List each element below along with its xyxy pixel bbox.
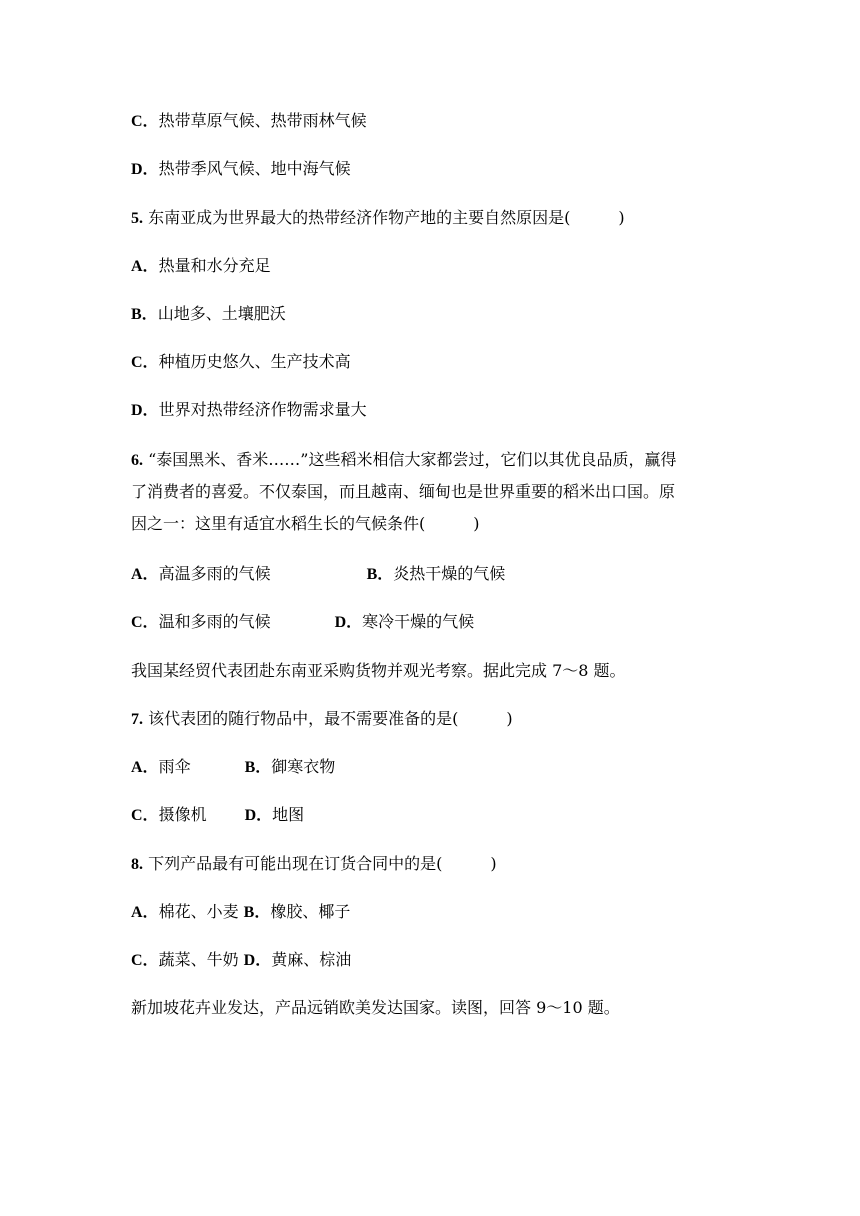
option-text: 种植历史悠久、生产技术高 bbox=[158, 352, 351, 371]
option-text: 御寒衣物 bbox=[271, 757, 336, 776]
option-label: A． bbox=[131, 566, 159, 583]
question-line bbox=[131, 206, 625, 230]
option-label: A． bbox=[131, 759, 159, 776]
option-label: C． bbox=[131, 113, 159, 130]
option-label: D． bbox=[243, 952, 272, 969]
option-text: 摄像机 bbox=[158, 805, 207, 824]
question-number: 6. bbox=[131, 452, 143, 469]
option-line bbox=[131, 900, 350, 924]
question-number: 7. bbox=[131, 711, 143, 728]
option-label: C． bbox=[131, 807, 159, 824]
option-text: 热带草原气候、热带雨林气候 bbox=[158, 111, 367, 130]
question-number: 5. bbox=[131, 210, 143, 227]
option-text: 黄麻、棕油 bbox=[271, 950, 352, 969]
option-text: 地图 bbox=[272, 805, 305, 824]
question-line bbox=[131, 707, 513, 731]
intro-line bbox=[131, 659, 626, 683]
intro-line bbox=[131, 996, 620, 1020]
option-line bbox=[131, 610, 474, 634]
option-line bbox=[131, 109, 367, 133]
option-text: 雨伞 bbox=[158, 757, 191, 776]
option-line bbox=[131, 755, 335, 779]
option-text: 高温多雨的气候 bbox=[158, 564, 271, 583]
question-text: 东南亚成为世界最大的热带经济作物产地的主要自然原因是( ) bbox=[143, 208, 625, 227]
option-text: 热带季风气候、地中海气候 bbox=[158, 159, 351, 178]
option-label: C． bbox=[131, 614, 159, 631]
option-line bbox=[131, 803, 304, 827]
question-line bbox=[131, 480, 675, 504]
option-label: A． bbox=[131, 258, 159, 275]
question-text: 该代表团的随行物品中，最不需要准备的是( ) bbox=[143, 709, 513, 728]
option-label: D． bbox=[334, 614, 363, 631]
question-number: 8. bbox=[131, 856, 143, 873]
intro-text: 我国某经贸代表团赴东南亚采购货物并观光考察。据此完成 7～8 题。 bbox=[131, 661, 626, 680]
option-text: 蔬菜、牛奶 bbox=[158, 950, 244, 969]
question-line bbox=[131, 448, 676, 472]
option-line bbox=[131, 254, 271, 278]
option-label: D． bbox=[131, 402, 159, 419]
question-text: “泰国黑米、香米……”这些稻米相信大家都尝过，它们以其优良品质，赢得 bbox=[143, 450, 677, 469]
option-line bbox=[131, 302, 286, 326]
option-label: A． bbox=[131, 904, 159, 921]
option-label: B． bbox=[131, 306, 158, 323]
option-line bbox=[131, 398, 367, 422]
question-text: 下列产品最有可能出现在订货合同中的是( ) bbox=[143, 854, 497, 873]
option-text: 山地多、土壤肥沃 bbox=[157, 304, 286, 323]
question-line bbox=[131, 512, 480, 536]
option-label: C． bbox=[131, 952, 159, 969]
option-text: 棉花、小麦 bbox=[158, 902, 244, 921]
question-line bbox=[131, 852, 497, 876]
question-text: 因之一：这里有适宜水稻生长的气候条件( ) bbox=[131, 514, 480, 533]
option-line bbox=[131, 948, 351, 972]
option-label: B． bbox=[244, 759, 272, 776]
option-line bbox=[131, 157, 351, 181]
option-label: B． bbox=[366, 566, 394, 583]
option-text: 温和多雨的气候 bbox=[158, 612, 271, 631]
option-text: 橡胶、椰子 bbox=[270, 902, 351, 921]
option-line bbox=[131, 562, 505, 586]
option-label: D． bbox=[131, 161, 159, 178]
option-text: 热量和水分充足 bbox=[158, 256, 271, 275]
option-text: 寒冷干燥的气候 bbox=[362, 612, 475, 631]
option-label: B． bbox=[243, 904, 271, 921]
question-text: 了消费者的喜爱。不仅泰国，而且越南、缅甸也是世界重要的稻米出口国。原 bbox=[131, 482, 676, 501]
option-line bbox=[131, 350, 351, 374]
option-text: 炎热干燥的气候 bbox=[393, 564, 506, 583]
option-text: 世界对热带经济作物需求量大 bbox=[158, 400, 367, 419]
option-label: D． bbox=[244, 807, 273, 824]
option-label: C． bbox=[131, 354, 159, 371]
intro-text: 新加坡花卉业发达，产品远销欧美发达国家。读图，回答 9～10 题。 bbox=[131, 998, 620, 1017]
